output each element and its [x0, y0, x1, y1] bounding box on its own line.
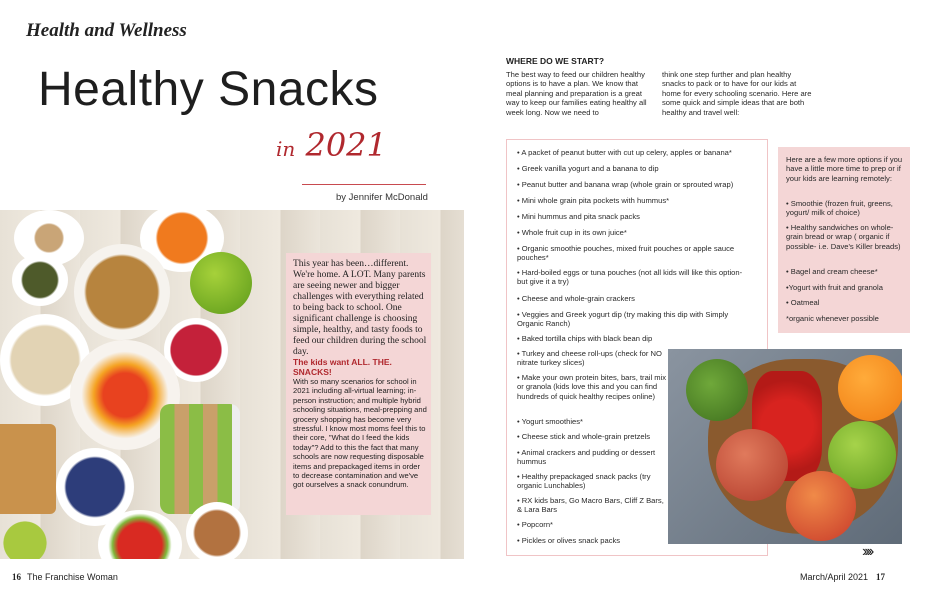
broccoli: [686, 359, 748, 421]
list-item: • Healthy sandwiches on whole-grain bread or wrap ( organic if possible- i.e. Dave's Killer breads): [786, 223, 901, 251]
list-item: • Mini hummus and pita snack packs: [517, 212, 640, 221]
list-item: • Veggies and Greek yogurt dip (try making this dip with Simply Organic Ranch): [517, 310, 729, 329]
list-item: •Yogurt with fruit and granola: [786, 283, 883, 292]
list-item: • Whole fruit cup in its own juice*: [517, 228, 627, 237]
list-item: • Make your own protein bites, bars, trail mix or granola (kids love this and you can find hundreds of quick healthy recipes online): [517, 373, 667, 401]
apple: [190, 252, 252, 314]
byline: by Jennifer McDonald: [336, 192, 428, 203]
list-item: • Turkey and cheese roll-ups (check for NO nitrate turkey slices): [517, 349, 662, 368]
list-item: • RX kids bars, Go Macro Bars, Cliff Z Bars, & Lara Bars: [517, 496, 664, 515]
list-item: • Cheese stick and whole-grain pretzels: [517, 432, 651, 441]
list-item: • Cheese and whole-grain crackers: [517, 294, 635, 303]
footer-left: [12, 572, 118, 582]
list-item: • A packet of peanut butter with cut up celery, apples or banana*: [517, 148, 732, 157]
list-item: • Greek vanilla yogurt and a banana to dip: [517, 164, 659, 173]
next-page-chevrons: ››››: [862, 543, 872, 560]
publication-name: The Franchise Woman: [27, 572, 118, 582]
almonds-bowl: [186, 502, 248, 559]
more-options-intro: Here are a few more options if you have a little more time to prep or if your kids are learning remotely:: [786, 155, 903, 183]
pomegranate: [716, 429, 788, 501]
page-number-right: 17: [876, 572, 886, 582]
where-to-start-heading: WHERE DO WE START?: [506, 56, 605, 66]
issue-date: March/April 2021: [800, 572, 869, 582]
intro-heading: The kids want ALL. THE. SNACKS!: [293, 357, 392, 377]
intro-paragraph: This year has been…different. We're home. A LOT. Many parents are seeing newer and bigger challenges with everything related to being back to school. One significant challenge is choosing simple, healthy, and tasty foods to feed our children during the school day.: [293, 259, 427, 357]
subtitle-year: 2021: [305, 126, 387, 164]
granola-bars-plate: [74, 244, 170, 340]
list-item: • Peanut butter and banana wrap (whole grain or sprouted wrap): [517, 180, 734, 189]
intro-column-2: think one step further and plan healthy snacks to pack or to have for our kids at home for every schooling scenario. Here are some quick and simple ideas that are both healthy and travel well:: [662, 70, 812, 117]
fruit-bowl-photo: [668, 349, 902, 544]
list-item: • Mini whole grain pita pockets with hummus*: [517, 196, 670, 205]
crackers: [0, 424, 56, 514]
celery-sticks-plate: [160, 404, 240, 514]
organic-note: *organic whenever possible: [786, 314, 879, 323]
list-item: • Animal crackers and pudding or dessert hummus: [517, 448, 656, 467]
intro-sidebar: [286, 253, 431, 515]
more-options-box: [778, 147, 910, 333]
list-item: • Hard-boiled eggs or tuna pouches (not all kids will like this option- but give it a try): [517, 268, 743, 287]
list-item: • Popcorn*: [517, 520, 554, 529]
list-item: • Oatmeal: [786, 298, 820, 307]
page-number-left: 16: [12, 572, 21, 582]
list-item: • Healthy prepackaged snack packs (try organic Lunchables): [517, 472, 651, 491]
list-item: • Bagel and cream cheese*: [786, 267, 878, 276]
byline-rule: [302, 184, 426, 185]
list-item: • Yogurt smoothies*: [517, 417, 583, 426]
article-title: Healthy Snacks: [38, 63, 379, 116]
list-item: • Smoothie (frozen fruit, greens, yogurt/ milk of choice): [786, 199, 893, 218]
section-title: Health and Wellness: [26, 20, 187, 41]
list-item: • Organic smoothie pouches, mixed fruit pouches or apple sauce pouches*: [517, 244, 735, 263]
article-subtitle: [276, 126, 387, 164]
subtitle-in: in: [276, 137, 296, 161]
list-item: • Baked tortilla chips with black bean dip: [517, 334, 653, 343]
orange: [838, 355, 902, 421]
footer-right: [800, 572, 885, 582]
red-apple: [786, 471, 856, 541]
seeds-bowl: [12, 254, 68, 306]
grapes: [0, 518, 50, 559]
intro-column-1: The best way to feed our children healthy options is to have a plan. We know that meal planning and preparation is a great way to keep our families eating healthy all week long. Now we need to: [506, 70, 647, 117]
list-item: • Pickles or olives snack packs: [517, 536, 621, 545]
intro-body: With so many scenarios for school in 2021 including all-virtual learning; in-person instruction; and multiple hybrid schooling situations, meal-prepping and grocery shopping has become very stressful. I know most moms feel this to their core, "What do I feed the kids today"? Add to this the fact that many schools are now requesting disposable items and prepackaged items in order to decrease contamination and we've got ourselves a snack conundrum.: [293, 377, 427, 490]
